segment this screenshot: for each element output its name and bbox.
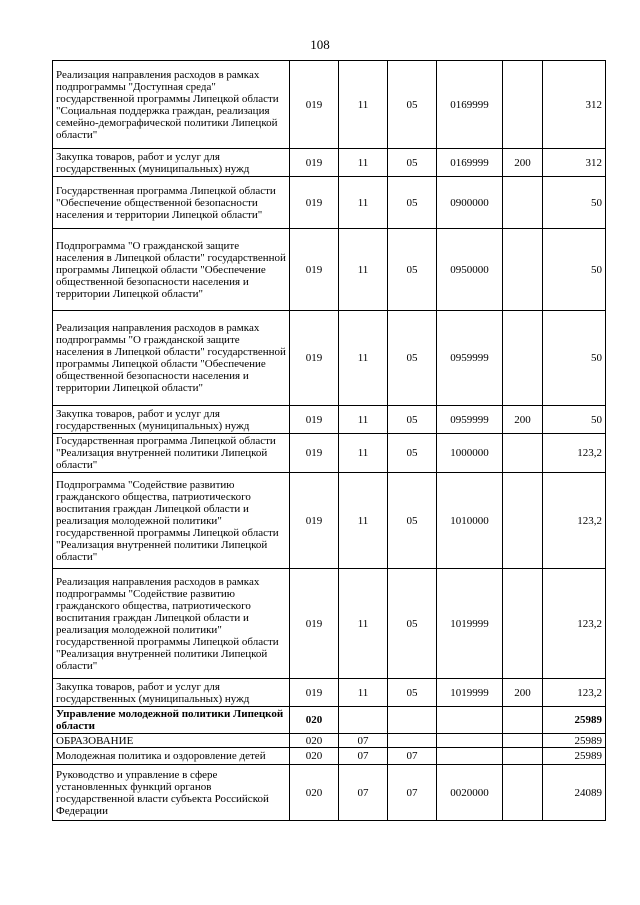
expense-name-cell: Руководство и управление в сфере установленных функций органов государственной власти субъекта Российской Федерации bbox=[53, 765, 290, 821]
table-row bbox=[53, 311, 606, 406]
amount-cell: 50 bbox=[543, 177, 606, 229]
subsection-code-cell bbox=[388, 734, 437, 748]
subsection-code-cell bbox=[388, 707, 437, 734]
expense-name-cell: Управление молодежной политики Липецкой области bbox=[53, 707, 290, 734]
admin-code-cell: 020 bbox=[290, 734, 339, 748]
subsection-code-cell: 05 bbox=[388, 311, 437, 406]
section-code-cell bbox=[339, 707, 388, 734]
admin-code-cell: 019 bbox=[290, 149, 339, 177]
expense-type-code-cell bbox=[503, 473, 543, 569]
expense-type-code-cell bbox=[503, 707, 543, 734]
subsection-code-cell: 07 bbox=[388, 765, 437, 821]
expense-name-cell: Закупка товаров, работ и услуг для государственных (муниципальных) нужд bbox=[53, 679, 290, 707]
amount-cell: 123,2 bbox=[543, 434, 606, 473]
amount-cell: 312 bbox=[543, 149, 606, 177]
subsection-code-cell: 05 bbox=[388, 406, 437, 434]
budget-table bbox=[52, 60, 606, 821]
subsection-code-cell: 05 bbox=[388, 434, 437, 473]
expense-type-code-cell bbox=[503, 61, 543, 149]
subsection-code-cell: 05 bbox=[388, 679, 437, 707]
target-code-cell: 0900000 bbox=[437, 177, 503, 229]
table-row bbox=[53, 434, 606, 473]
section-code-cell: 11 bbox=[339, 569, 388, 679]
amount-cell: 50 bbox=[543, 406, 606, 434]
table-row bbox=[53, 765, 606, 821]
expense-type-code-cell bbox=[503, 177, 543, 229]
table-row bbox=[53, 679, 606, 707]
amount-cell: 123,2 bbox=[543, 679, 606, 707]
budget-table-body bbox=[53, 61, 606, 821]
expense-name-cell: Реализация направления расходов в рамках подпрограммы "О гражданской защите населения в Липецкой области" государственной программы Липецкой области "Обеспечение общественной безопасности населения и территории Липецкой области" bbox=[53, 311, 290, 406]
amount-cell: 123,2 bbox=[543, 473, 606, 569]
subsection-code-cell: 05 bbox=[388, 569, 437, 679]
expense-type-code-cell: 200 bbox=[503, 406, 543, 434]
expense-type-code-cell bbox=[503, 229, 543, 311]
admin-code-cell: 020 bbox=[290, 748, 339, 765]
subsection-code-cell: 07 bbox=[388, 748, 437, 765]
section-code-cell: 07 bbox=[339, 765, 388, 821]
expense-type-code-cell bbox=[503, 748, 543, 765]
expense-type-code-cell: 200 bbox=[503, 149, 543, 177]
admin-code-cell: 019 bbox=[290, 61, 339, 149]
amount-cell: 25989 bbox=[543, 748, 606, 765]
subsection-code-cell: 05 bbox=[388, 229, 437, 311]
amount-cell: 50 bbox=[543, 229, 606, 311]
amount-cell: 312 bbox=[543, 61, 606, 149]
table-row bbox=[53, 569, 606, 679]
target-code-cell: 1019999 bbox=[437, 569, 503, 679]
target-code-cell bbox=[437, 734, 503, 748]
amount-cell: 123,2 bbox=[543, 569, 606, 679]
target-code-cell: 0950000 bbox=[437, 229, 503, 311]
amount-cell: 25989 bbox=[543, 707, 606, 734]
table-row bbox=[53, 61, 606, 149]
admin-code-cell: 019 bbox=[290, 473, 339, 569]
section-code-cell: 07 bbox=[339, 734, 388, 748]
expense-name-cell: Государственная программа Липецкой области "Реализация внутренней политики Липецкой области" bbox=[53, 434, 290, 473]
page-number: 108 bbox=[310, 37, 330, 52]
table-row bbox=[53, 406, 606, 434]
expense-name-cell: Закупка товаров, работ и услуг для государственных (муниципальных) нужд bbox=[53, 149, 290, 177]
admin-code-cell: 019 bbox=[290, 406, 339, 434]
section-code-cell: 11 bbox=[339, 177, 388, 229]
admin-code-cell: 019 bbox=[290, 679, 339, 707]
admin-code-cell: 019 bbox=[290, 311, 339, 406]
target-code-cell: 0959999 bbox=[437, 311, 503, 406]
expense-name-cell: Молодежная политика и оздоровление детей bbox=[53, 748, 290, 765]
admin-code-cell: 019 bbox=[290, 229, 339, 311]
amount-cell: 24089 bbox=[543, 765, 606, 821]
expense-type-code-cell: 200 bbox=[503, 679, 543, 707]
amount-cell: 25989 bbox=[543, 734, 606, 748]
subsection-code-cell: 05 bbox=[388, 177, 437, 229]
expense-type-code-cell bbox=[503, 311, 543, 406]
expense-name-cell: Государственная программа Липецкой области "Обеспечение общественной безопасности населения и территории Липецкой области" bbox=[53, 177, 290, 229]
expense-type-code-cell bbox=[503, 434, 543, 473]
table-row bbox=[53, 734, 606, 748]
table-row bbox=[53, 707, 606, 734]
section-code-cell: 11 bbox=[339, 406, 388, 434]
target-code-cell bbox=[437, 748, 503, 765]
subsection-code-cell: 05 bbox=[388, 61, 437, 149]
target-code-cell bbox=[437, 707, 503, 734]
admin-code-cell: 019 bbox=[290, 177, 339, 229]
expense-name-cell: Реализация направления расходов в рамках подпрограммы "Содействие развитию гражданского общества, патриотического воспитания граждан Липецкой области и реализация молодежной политики" государственной программы Липецкой области "Реализация внутренней политики Липецкой области" bbox=[53, 569, 290, 679]
table-row bbox=[53, 748, 606, 765]
target-code-cell: 0169999 bbox=[437, 149, 503, 177]
amount-cell: 50 bbox=[543, 311, 606, 406]
expense-name-cell: ОБРАЗОВАНИЕ bbox=[53, 734, 290, 748]
target-code-cell: 0020000 bbox=[437, 765, 503, 821]
expense-type-code-cell bbox=[503, 734, 543, 748]
expense-name-cell: Реализация направления расходов в рамках подпрограммы "Доступная среда" государственной программы Липецкой области "Социальная поддержка граждан, реализация семейно-демографической политики Липецкой области" bbox=[53, 61, 290, 149]
target-code-cell: 1019999 bbox=[437, 679, 503, 707]
target-code-cell: 1000000 bbox=[437, 434, 503, 473]
expense-name-cell: Закупка товаров, работ и услуг для государственных (муниципальных) нужд bbox=[53, 406, 290, 434]
section-code-cell: 11 bbox=[339, 149, 388, 177]
expense-type-code-cell bbox=[503, 765, 543, 821]
section-code-cell: 11 bbox=[339, 229, 388, 311]
expense-name-cell: Подпрограмма "О гражданской защите населения в Липецкой области" государственной программы Липецкой области "Обеспечение общественной безопасности населения и территории Липецкой области" bbox=[53, 229, 290, 311]
target-code-cell: 0959999 bbox=[437, 406, 503, 434]
admin-code-cell: 020 bbox=[290, 707, 339, 734]
admin-code-cell: 019 bbox=[290, 569, 339, 679]
target-code-cell: 1010000 bbox=[437, 473, 503, 569]
table-row bbox=[53, 473, 606, 569]
section-code-cell: 11 bbox=[339, 61, 388, 149]
subsection-code-cell: 05 bbox=[388, 473, 437, 569]
section-code-cell: 11 bbox=[339, 679, 388, 707]
target-code-cell: 0169999 bbox=[437, 61, 503, 149]
section-code-cell: 11 bbox=[339, 311, 388, 406]
admin-code-cell: 020 bbox=[290, 765, 339, 821]
admin-code-cell: 019 bbox=[290, 434, 339, 473]
expense-type-code-cell bbox=[503, 569, 543, 679]
table-row bbox=[53, 229, 606, 311]
table-row bbox=[53, 149, 606, 177]
subsection-code-cell: 05 bbox=[388, 149, 437, 177]
section-code-cell: 07 bbox=[339, 748, 388, 765]
expense-name-cell: Подпрограмма "Содействие развитию гражданского общества, патриотического воспитания граждан Липецкой области и реализация молодежной политики" государственной программы Липецкой области "Реализация внутренней политики Липецкой области" bbox=[53, 473, 290, 569]
section-code-cell: 11 bbox=[339, 434, 388, 473]
table-row bbox=[53, 177, 606, 229]
section-code-cell: 11 bbox=[339, 473, 388, 569]
